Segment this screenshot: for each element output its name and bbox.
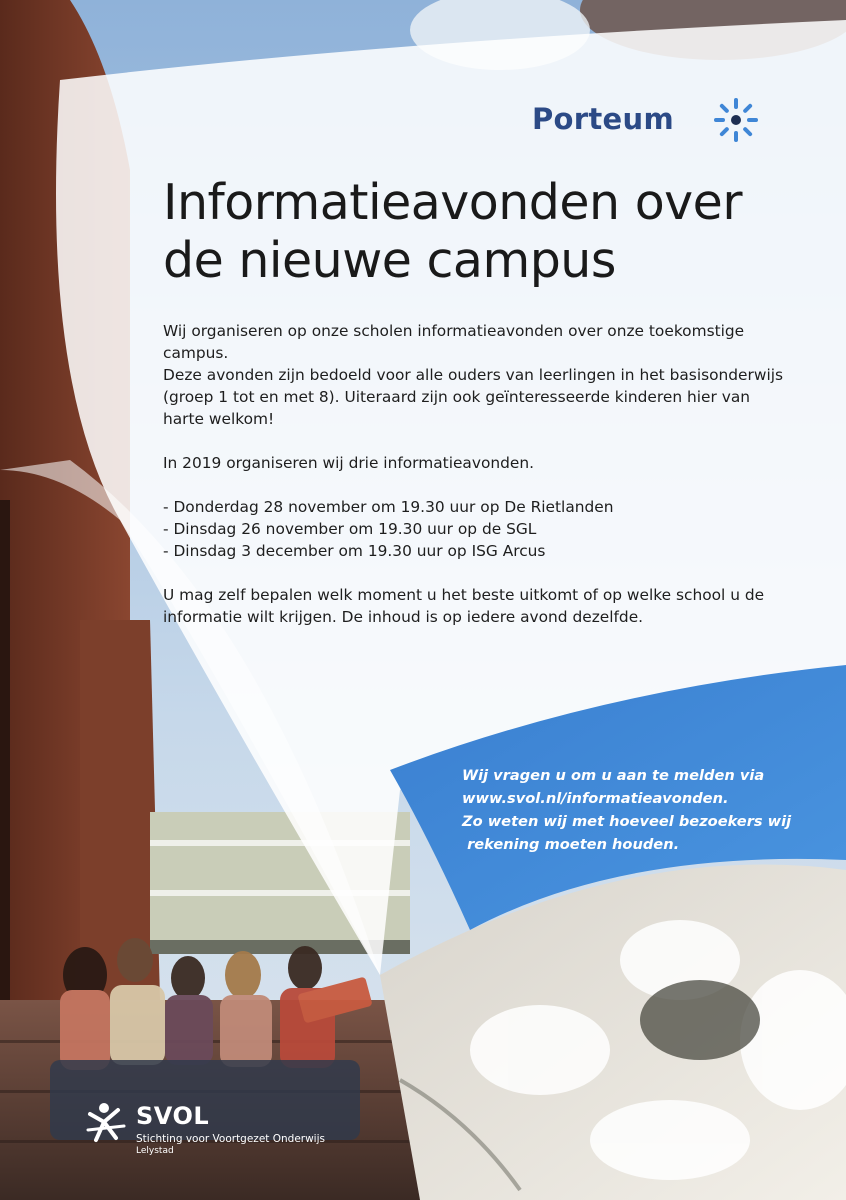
title-line: Informatieavonden over [163,174,742,231]
porteum-logo-text: Porteum [532,102,674,136]
text-line: Deze avonden zijn bedoeld voor alle ouders van leerlingen in het basisonderwijs [163,366,784,384]
registration-callout [462,764,802,856]
svol-city: Lelystad [136,1146,174,1156]
sunburst-dots-icon [710,94,762,146]
svol-logo [84,1098,344,1158]
callout-line: Zo weten wij met hoeveel bezoekers wij [462,813,792,830]
text-line: U mag zelf bepalen welk moment u het beste uitkomt of op welke school u de [163,586,765,604]
event-item: - Dinsdag 26 november om 19.30 uur op de SGL [163,520,537,538]
text-line: In 2019 organiseren wij drie informatieavonden. [163,454,535,472]
text-line: campus. [163,344,229,362]
svol-figure-icon [84,1100,130,1146]
svol-full-name: Stichting voor Voortgezet Onderwijs [136,1133,325,1145]
page-title [163,174,803,290]
text-line: Wij organiseren op onze scholen informatieavonden over onze toekomstige [163,322,745,340]
text-line: informatie wilt krijgen. De inhoud is op iedere avond dezelfde. [163,608,644,626]
event-item: - Dinsdag 3 december om 19.30 uur op ISG Arcus [163,542,546,560]
svol-name: SVOL [136,1102,210,1130]
title-line: de nieuwe campus [163,232,616,289]
event-item: - Donderdag 28 november om 19.30 uur op De Rietlanden [163,498,614,516]
paragraph-gap [163,430,803,452]
year-paragraph [163,452,803,474]
text-line: harte welkom! [163,410,275,428]
callout-line: rekening moeten houden. [462,836,680,853]
text-line: (groep 1 tot en met 8). Uiteraard zijn ook geïnteresseerde kinderen hier van [163,388,751,406]
body-text [163,320,803,628]
callout-url[interactable]: www.svol.nl/informatieavonden. [462,790,729,807]
closing-paragraph [163,584,803,628]
paragraph-gap [163,474,803,496]
event-list [163,496,803,562]
porteum-logo [532,92,772,162]
callout-line: Wij vragen u om u aan te melden via [462,767,765,784]
intro-paragraph [163,320,803,430]
paragraph-gap [163,562,803,584]
